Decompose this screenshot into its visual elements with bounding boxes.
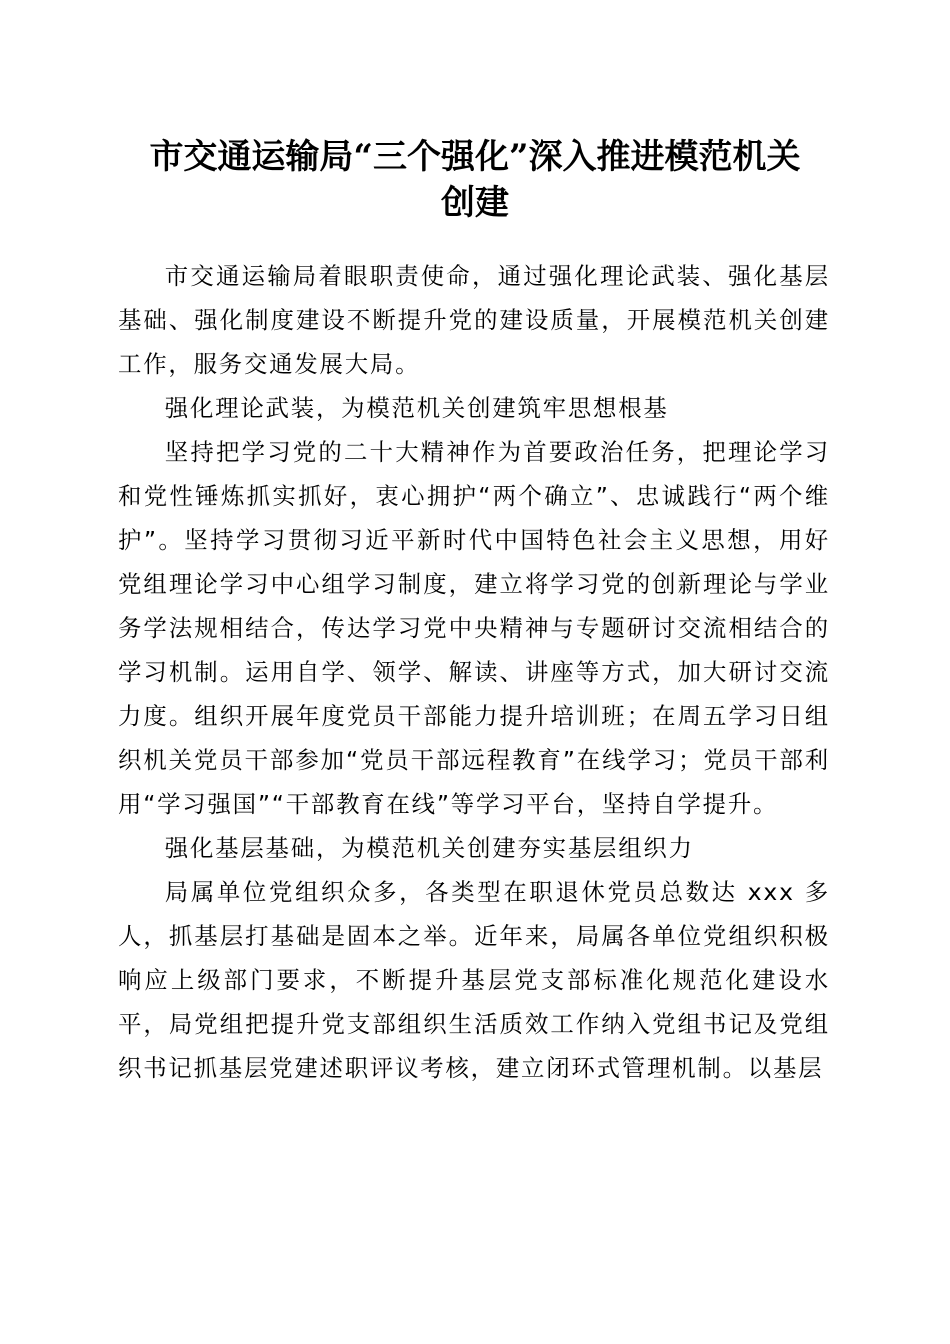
intro-paragraph: 市交通运输局着眼职责使命，通过强化理论武装、强化基层基础、强化制度建设不断提升党的建设质量，开展模范机关创建工作，服务交通发展大局。 bbox=[118, 262, 830, 378]
document-body bbox=[118, 254, 830, 1090]
grassroots-paragraph: 局属单位党组织众多，各类型在职退休党员总数达 xxx 多人，抓基层打基础是固本之举。近年来，局属各单位党组织积极响应上级部门要求，不断提升基层党支部标准化规范化建设水平，局党组把提升党支部组织生活质效工作纳入党组书记及党组织书记抓基层党建述职评议考核，建立闭环式管理机制。以基层 bbox=[118, 878, 830, 1082]
title-line-2: 创建 bbox=[441, 183, 509, 223]
section-heading-grassroots: 强化基层基础，为模范机关创建夯实基层组织力 bbox=[164, 834, 694, 862]
section-heading-theory: 强化理论武装，为模范机关创建筑牢思想根基 bbox=[164, 394, 669, 422]
document-title bbox=[100, 134, 850, 226]
title-line-1: 市交通运输局“三个强化”深入推进模范机关 bbox=[149, 137, 801, 177]
theory-paragraph: 坚持把学习党的二十大精神作为首要政治任务，把理论学习和党性锤炼抓实抓好，衷心拥护“两个确立”、忠诚践行“两个维护”。坚持学习贯彻习近平新时代中国特色社会主义思想，用好党组理论学习中心组学习制度，建立将学习党的创新理论与学业务学法规相结合，传达学习党中央精神与专题研讨交流相结合的学习机制。运用自学、领学、解读、讲座等方式，加大研讨交流力度。组织开展年度党员干部能力提升培训班；在周五学习日组织机关党员干部参加“党员干部远程教育”在线学习；党员干部利用“学习强国”“干部教育在线”等学习平台，坚持自学提升。 bbox=[118, 438, 830, 818]
